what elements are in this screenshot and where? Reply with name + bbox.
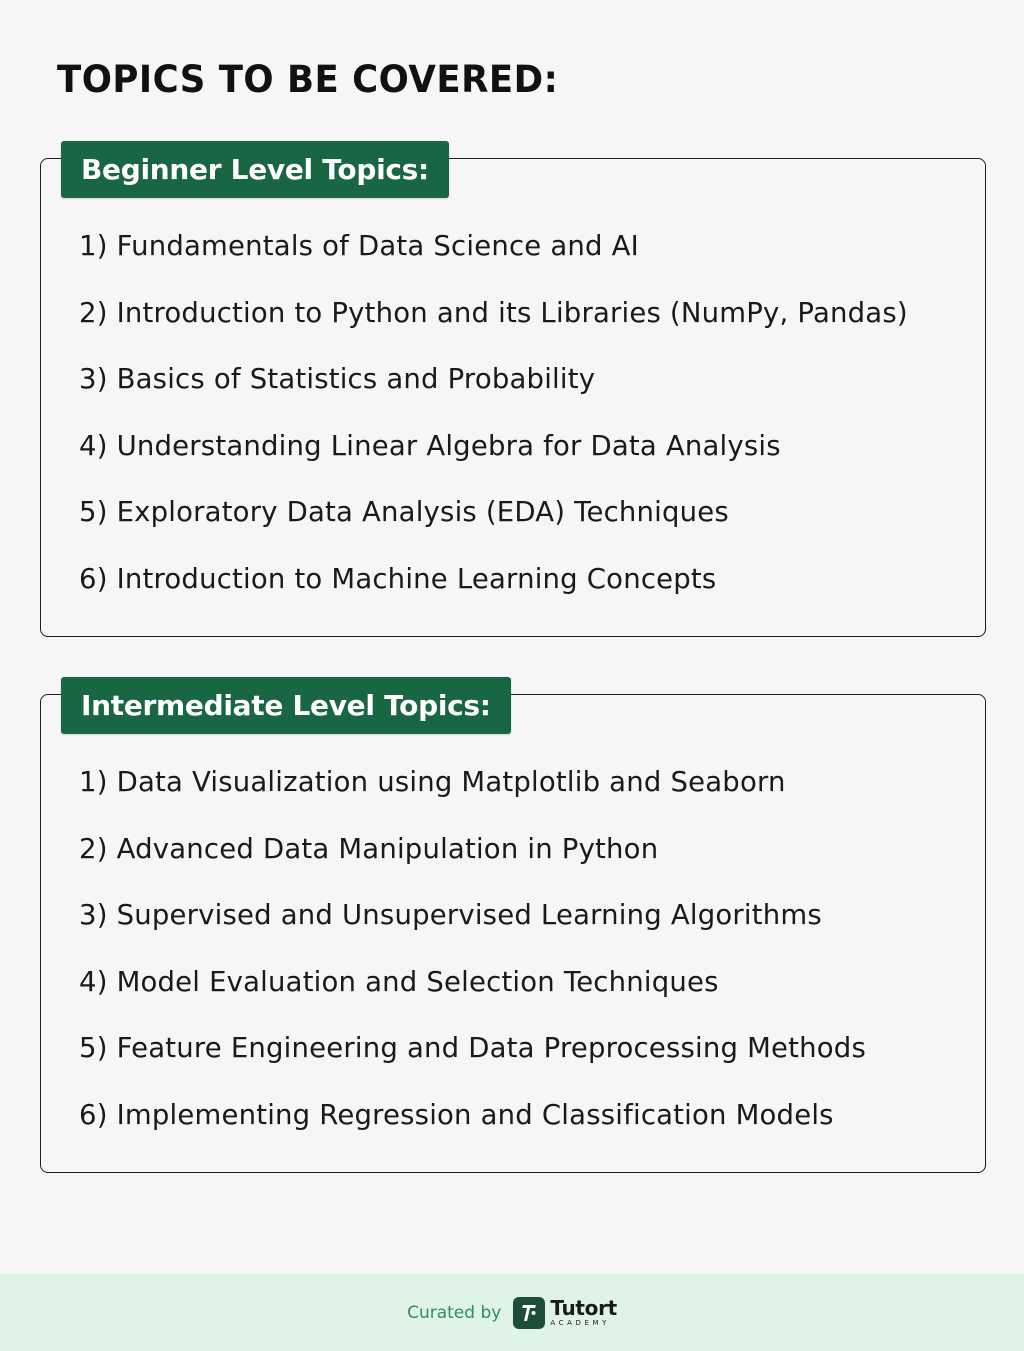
list-item: 5) Exploratory Data Analysis (EDA) Techniques	[79, 496, 729, 528]
section-heading: Beginner Level Topics:	[61, 141, 449, 198]
list-item: 5) Feature Engineering and Data Preprocessing Methods	[79, 1032, 866, 1064]
list-item: 2) Introduction to Python and its Libraries (NumPy, Pandas)	[79, 296, 908, 329]
list-item: 4) Model Evaluation and Selection Techniques	[79, 965, 719, 998]
list-item: 6) Introduction to Machine Learning Concepts	[79, 562, 717, 595]
curated-by-label: Curated by	[407, 1302, 502, 1323]
page-title: TOPICS TO BE COVERED:	[57, 58, 559, 101]
list-item: 1) Fundamentals of Data Science and AI	[79, 230, 639, 262]
intermediate-topics-section	[40, 689, 986, 1173]
beginner-topics-section	[40, 153, 986, 637]
list-item: 1) Data Visualization using Matplotlib and Seaborn	[79, 766, 786, 798]
list-item: 3) Supervised and Unsupervised Learning Algorithms	[79, 899, 822, 931]
logo-name: Tutort	[550, 1296, 617, 1320]
topic-list	[79, 229, 965, 628]
tutort-logo-icon	[513, 1297, 545, 1329]
list-item: 4) Understanding Linear Algebra for Data Analysis	[79, 429, 781, 462]
list-item: 3) Basics of Statistics and Probability	[79, 363, 596, 395]
logo-subtitle: ACADEMY	[550, 1319, 610, 1327]
topic-list	[79, 765, 965, 1164]
list-item: 2) Advanced Data Manipulation in Python	[79, 832, 659, 865]
section-heading: Intermediate Level Topics:	[61, 677, 511, 734]
footer-banner	[0, 1274, 1024, 1351]
list-item: 6) Implementing Regression and Classification Models	[79, 1098, 834, 1131]
tutort-logo	[513, 1297, 617, 1329]
